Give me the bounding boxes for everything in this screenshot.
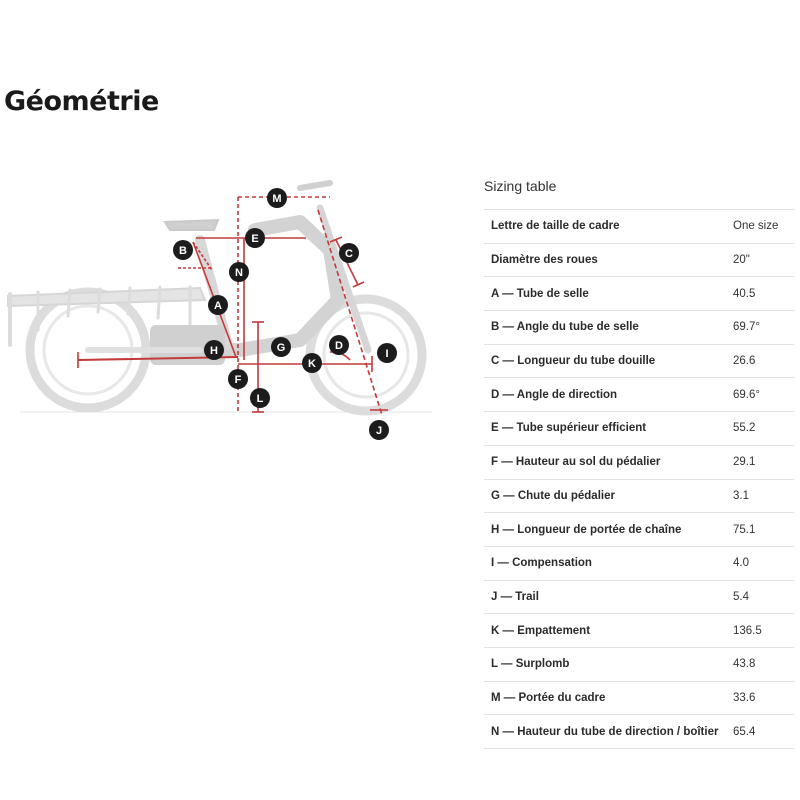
table-row [484, 681, 794, 715]
row-label: Diamètre des roues [484, 243, 733, 277]
svg-text:D: D [335, 340, 343, 352]
table-row [484, 445, 794, 479]
row-label: M — Portée du cadre [484, 681, 733, 715]
sizing-table-section [484, 174, 794, 749]
badge-l [250, 388, 270, 408]
svg-text:G: G [276, 342, 286, 354]
svg-text:B: B [179, 245, 187, 257]
row-label: B — Angle du tube de selle [484, 311, 733, 345]
table-row [484, 580, 794, 614]
badge-k [302, 353, 322, 373]
table-row [484, 210, 794, 244]
row-value: 40.5 [733, 277, 794, 311]
row-value: 20" [733, 243, 794, 277]
svg-text:K: K [308, 358, 316, 370]
svg-text:J: J [375, 425, 383, 437]
row-label: A — Tube de selle [484, 277, 733, 311]
svg-text:H: H [210, 345, 218, 357]
row-label: F — Hauteur au sol du pédalier [484, 445, 733, 479]
row-label: E — Tube supérieur efficient [484, 412, 733, 446]
svg-text:N: N [235, 267, 243, 279]
table-row [484, 546, 794, 580]
table-row [484, 479, 794, 513]
badge-n [229, 262, 249, 282]
table-row [484, 378, 794, 412]
row-value: 3.1 [733, 479, 794, 513]
row-label: H — Longueur de portée de chaîne [484, 513, 733, 547]
table-row [484, 344, 794, 378]
badge-j [369, 420, 389, 440]
badge-d [329, 335, 349, 355]
badge-m [267, 188, 287, 208]
geometry-diagram [0, 170, 440, 460]
row-value: 136.5 [733, 614, 794, 648]
row-value: 43.8 [733, 647, 794, 681]
svg-text:E: E [251, 233, 259, 245]
row-value: 55.2 [733, 412, 794, 446]
svg-text:M: M [272, 193, 282, 205]
badge-b [173, 240, 193, 260]
row-label: I — Compensation [484, 546, 733, 580]
sizing-table [484, 209, 794, 749]
svg-text:A: A [214, 300, 222, 312]
badge-c [339, 243, 359, 263]
row-value: 4.0 [733, 546, 794, 580]
row-label: J — Trail [484, 580, 733, 614]
row-label: K — Empattement [484, 614, 733, 648]
table-row [484, 715, 794, 749]
badge-f [228, 369, 248, 389]
table-row [484, 311, 794, 345]
row-label: C — Longueur du tube douille [484, 344, 733, 378]
row-value: 65.4 [733, 715, 794, 749]
table-row [484, 277, 794, 311]
svg-text:C: C [345, 248, 353, 260]
badge-g [271, 337, 291, 357]
row-label: L — Surplomb [484, 647, 733, 681]
badge-h [204, 340, 224, 360]
row-value: 69.7° [733, 311, 794, 345]
page-title: Géométrie [4, 86, 159, 117]
table-row [484, 243, 794, 277]
row-value: 26.6 [733, 344, 794, 378]
sizing-table-title: Sizing table [484, 178, 557, 194]
badge-a [208, 295, 228, 315]
row-value: 69.6° [733, 378, 794, 412]
row-label: G — Chute du pédalier [484, 479, 733, 513]
row-label: D — Angle de direction [484, 378, 733, 412]
badge-i [377, 343, 397, 363]
table-row [484, 614, 794, 648]
badge-e [245, 228, 265, 248]
svg-text:L: L [256, 393, 264, 405]
table-row [484, 412, 794, 446]
table-row [484, 647, 794, 681]
svg-text:I: I [385, 348, 389, 360]
svg-text:F: F [234, 374, 242, 386]
row-value: One size [733, 210, 794, 244]
row-value: 29.1 [733, 445, 794, 479]
row-label: Lettre de taille de cadre [484, 210, 733, 244]
row-value: 33.6 [733, 681, 794, 715]
table-row [484, 513, 794, 547]
row-label: N — Hauteur du tube de direction / boîtier [484, 715, 733, 749]
row-value: 5.4 [733, 580, 794, 614]
row-value: 75.1 [733, 513, 794, 547]
